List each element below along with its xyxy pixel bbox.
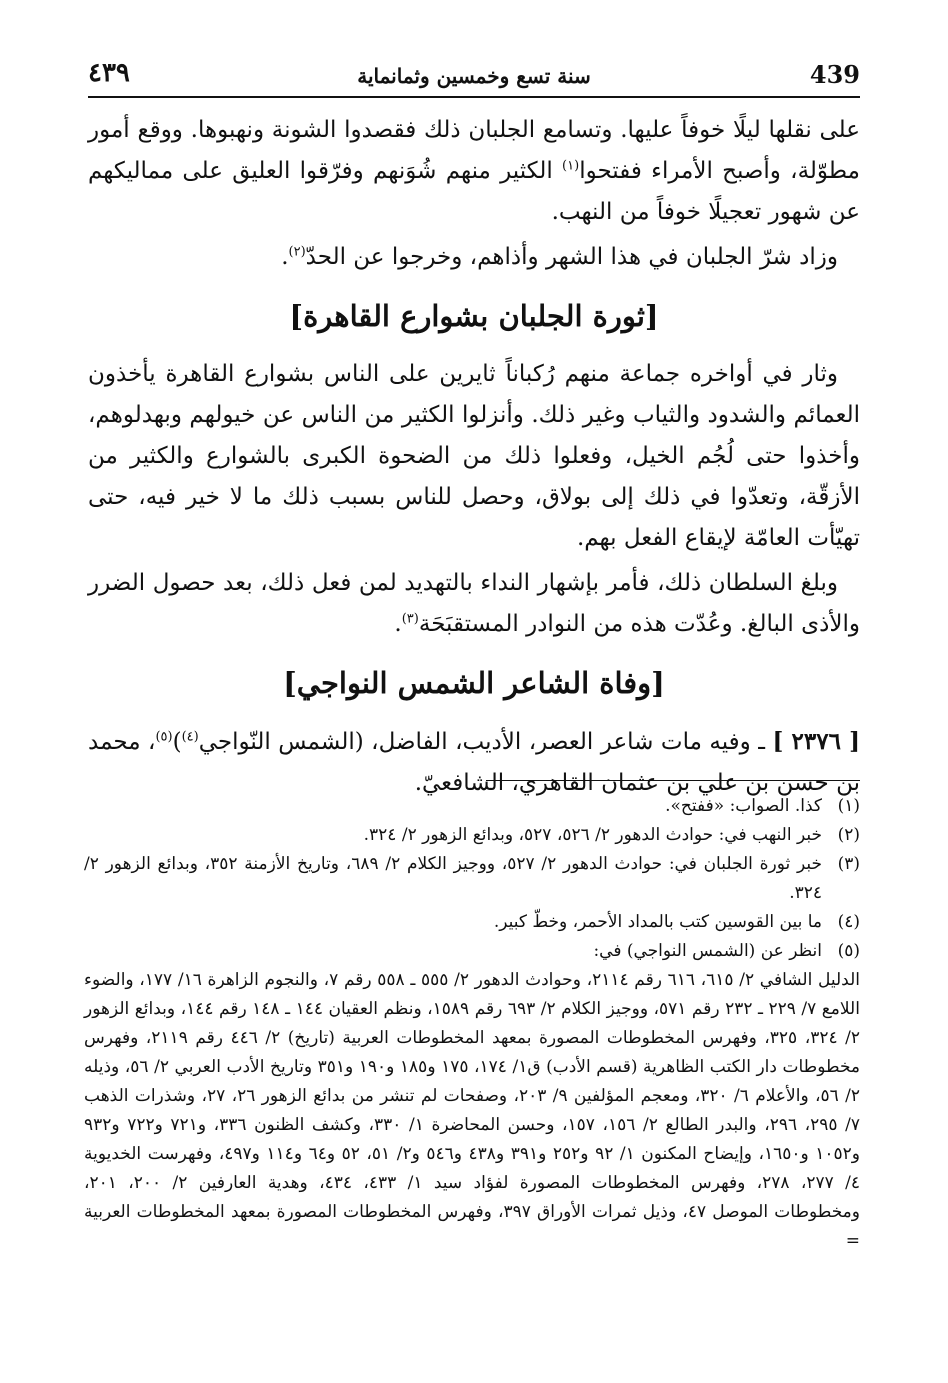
footnote-text: ما بين القوسين كتب بالمداد الأحمر، وخطّ كبير. [493,912,822,932]
paragraph-1-text-a: على نقلها ليلًا خوفاً عليها. وتسامع الجلبان ذلك فقصدوا الشونة ونهبوها. ووقع أمور مطوّلة، وأصبح الأمراء ففتحوا [88,117,860,184]
footnote-1 [84,792,860,821]
footnote-2 [84,821,860,850]
footnote-number: (٣) [837,854,860,874]
footnote-number: (٢) [837,825,860,845]
paragraph-5-paren: ) [172,729,182,755]
page-header [88,56,860,98]
footnote-rule [486,780,860,781]
footnote-text: خبر ثورة الجلبان في: حوادث الدهور ٢/ ٥٢٧، ووجيز الكلام ٢/ ٦٨٩، وتاريخ الأزمنة ٣٥٢، وبدائع الزهور ٢/ ٣٢٤. [84,854,822,903]
footnote-5 [84,937,860,966]
footnote-text: خبر النهب في: حوادث الدهور ٢/ ٥٢٦، ٥٢٧، وبدائع الزهور ٢/ ٣٢٤. [363,825,822,845]
paragraph-3: وثار في أواخره جماعة منهم رُكباناً ثايرين على الناس بشوارع القاهرة يأخذون العمائم والشدود والثياب وغير ذلك. وأنزلوا الكثير من الناس عن خيولهم وبهدلوهم، وأخذوا حتى لُجُم الخيل، وفعلوا ذلك من الضحوة الكبرى بالشوارع والكثير من الأزقّة، وتعدّوا في ذلك إلى بولاق، وحصل للناس بسبب ذلك ما لا خير فيه، حتى تهيّأت العامّة لإيقاع الفعل بهم. [88,361,860,551]
footnote-number: (١) [837,796,860,816]
paragraph-2 [88,237,860,278]
paragraph-4-text-b: . [394,611,402,637]
main-text [88,110,860,804]
footnote-3 [84,850,860,908]
footnote-ref-5: (٥) [155,729,173,745]
footnote-text: كذا. الصواب: «ففتح». [665,796,822,816]
paragraph-2-text-a: وزاد شرّ الجلبان في هذا الشهر وأذاهم، وخرجوا عن الحدّ [305,244,838,270]
paragraph-5-text-b: ، محمد بن حسن بن علي بن عثمان القاهري، الشافعيّ. [88,729,860,796]
footnote-number: (٥) [837,941,860,961]
footnote-ref-3: (٣) [401,611,419,627]
entry-number: [ ٢٣٧٦ ] [772,728,861,755]
running-title: سنة تسع وخمسين وثمانماية [357,64,591,88]
footnote-text: انظر عن (الشمس النواجي) في: [593,941,822,961]
page-number-arabic: ٤٣٩ [88,58,130,88]
paragraph-4 [88,563,860,645]
footnotes [84,792,860,1256]
footnote-5-sources: الدليل الشافي ٢/ ٦١٥، ٦١٦ رقم ٢١١٤، وحوادث الدهور ٢/ ٥٥٥ ـ ٥٥٨ رقم ٧، والنجوم الزاهرة ١٦/ ١٧٧، والضوء اللامع ٧/ ٢٢٩ ـ ٢٣٢ رقم ٥٧١، ووجيز الكلام ٢/ ٦٩٣ رقم ١٥٨٩، ونظم العقيان ١٤٤ ـ ١٤٨ رقم ١٤٤، وبدائع الزهور ٢/ ٣٢٤، ٣٢٥، وفهرس المخطوطات المصورة بمعهد المخطوطات العربية (تاريخ) ٢/ ٤٤٦ رقم ٢١١٩، وفهرس مخطوطات دار الكتب الظاهرية (قسم الأدب) ق١/ ١٧٤، ١٧٥ و١٨٥ و١٩٠ و٣٥١ وتاريخ الأدب العربي ٢/ ٥٦، وذيله ٢/ ٥٦، والأعلام ٦/ ٣٢٠، ومعجم المؤلفين ٩/ ٢٠٣، وصفحات لم تنشر من بدائع الزهور ٢٦، ٢٧، وشذرات الذهب ٧/ ٢٩٥، ٢٩٦، والبدر الطالع ٢/ ١٥٦، ١٥٧، وحسن المحاضرة ١/ ٣٣٠، وكشف الظنون ٣٣٦، و٧٢١ و٧٢٢ و٩٣٢ و١٠٥٢ و١٦٥٠، وإيضاح المكنون ١/ ٩٢ و٢٥٢ و٣٩١ و٤٣٨ و٥٤٦ و٢/ ٥١، ٥٢ و٦٤ و١١٤ و٤٩٧، وفهرست الخديوية ٤/ ٢٧٧، ٢٧٨، وفهرس المخطوطات المصورة لفؤاد سيد ١/ ٤٣٣، ٤٣٤، وهدية العارفين ٢/ ٢٠٠، ٢٠١، ومخطوطات الموصل ٤٧، وذيل ثمرات الأوراق ٣٩٧، وفهرس المخطوطات المصورة بمعهد المخطوطات العربية = [84,970,861,1251]
paragraph-2-text-b: . [281,244,289,270]
footnote-ref-4: (٤) [181,729,199,745]
paragraph-4-text-a: وبلغ السلطان ذلك، فأمر بإشهار النداء بالتهديد لمن فعل ذلك، بعد حصول الضرر والأذى البالغ. وعُدّت هذه من النوادر المستقبَحَة [88,570,860,637]
footnote-number: (٤) [837,912,860,932]
footnote-ref-2: (٢) [288,244,306,260]
footnote-4 [84,908,860,937]
paragraph-1 [88,110,860,233]
footnote-ref-1: (١) [562,158,580,174]
page-number-western: 439 [809,60,860,89]
section-heading-death: [وفاة الشاعر الشمس النواجي] [283,666,665,700]
paragraph-1-text-b: الكثير منهم شُوَنهم وفرّقوا العليق على مماليكهم عن شهور تعجيلًا خوفاً من النهب. [88,158,860,225]
section-heading-revolt: [ثورة الجلبان بشوارع القاهرة] [289,299,659,333]
paragraph-5-text-a: ـ وفيه مات شاعر العصر، الأديب، الفاضل، (الشمس النّواجي [198,729,773,755]
